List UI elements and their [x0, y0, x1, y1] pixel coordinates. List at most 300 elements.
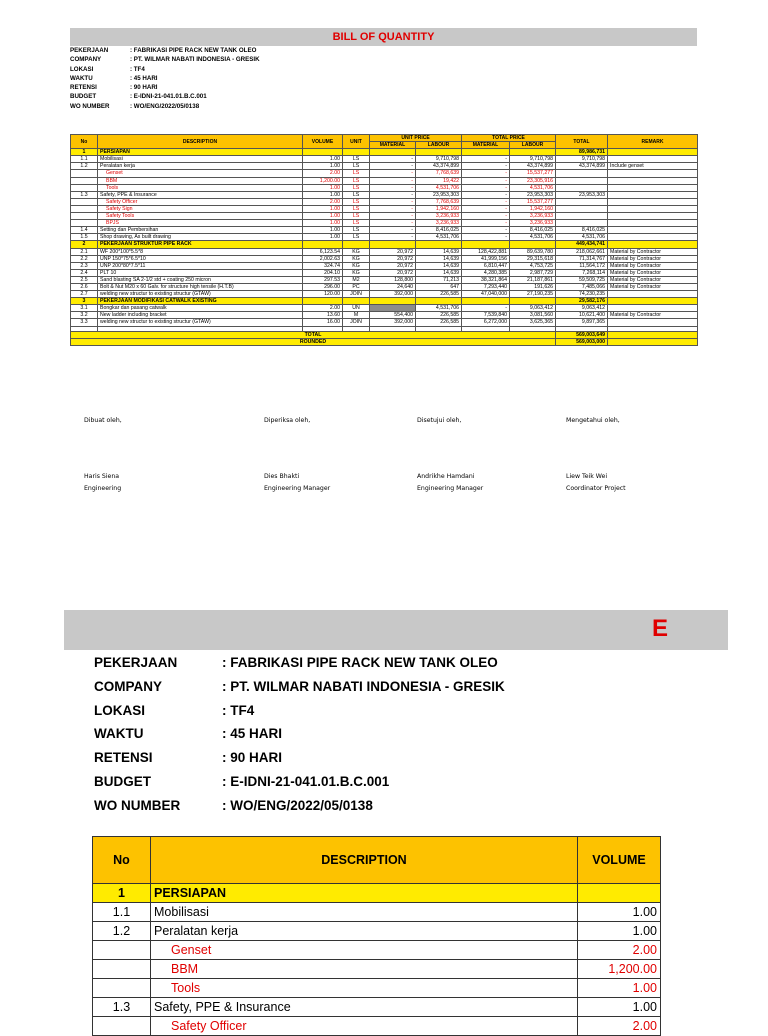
cell-um: 392,000	[370, 291, 416, 298]
cell-total	[556, 220, 608, 227]
cell-remark	[608, 184, 698, 191]
cell-desc: PERSIAPAN	[98, 149, 303, 156]
cell-ul	[416, 298, 462, 305]
cell-remark	[608, 241, 698, 248]
cell-unit	[343, 298, 370, 305]
cell-um: -	[370, 177, 416, 184]
cell-tm	[462, 149, 510, 156]
cell-total: 218,062,661	[556, 248, 608, 255]
cell-tl: 15,537,277	[510, 170, 556, 177]
cell-tl: 2,987,729	[510, 269, 556, 276]
cell-unit: M2	[343, 276, 370, 283]
cell-tm: 38,321,864	[462, 276, 510, 283]
cell-vol: 2.00	[303, 198, 343, 205]
cell-um: 20,972	[370, 255, 416, 262]
cell-um: -	[370, 170, 416, 177]
info-value: : WO/ENG/2022/05/0138	[130, 102, 200, 110]
cell-tm: -	[462, 220, 510, 227]
cell-um	[370, 298, 416, 305]
cell-no	[71, 198, 98, 205]
cell-no: 2.1	[71, 248, 98, 255]
table-row	[71, 191, 698, 198]
cell-ul: 14,639	[416, 248, 462, 255]
info-row	[70, 74, 260, 83]
cell-no: 3.1	[71, 305, 98, 312]
section-row	[71, 298, 698, 305]
cell-tl	[510, 298, 556, 305]
info-key: COMPANY	[94, 678, 163, 694]
cell-total: 29,582,176	[556, 298, 608, 305]
zoom-cell-vol: 1.00	[578, 922, 661, 941]
info-value: : FABRIKASI PIPE RACK NEW TANK OLEO	[222, 655, 498, 670]
section-row	[71, 241, 698, 248]
info-row	[94, 722, 505, 746]
zoom-title-bar	[64, 610, 728, 650]
header-description: DESCRIPTION	[98, 135, 303, 149]
cell-tm: -	[462, 177, 510, 184]
table-row	[71, 184, 698, 191]
zoom-cell-vol: 1,200.00	[578, 960, 661, 979]
cell-unit: LS	[343, 184, 370, 191]
cell-total	[556, 170, 608, 177]
rounded-row	[71, 338, 698, 345]
signatory-name-2: Dies Bhakti	[264, 473, 300, 480]
cell-no: 2.7	[71, 291, 98, 298]
zoom-cell-vol: 1.00	[578, 998, 661, 1017]
zoom-cell-no	[93, 1017, 151, 1036]
cell-tm: -	[462, 156, 510, 163]
info-key: WO NUMBER	[70, 102, 110, 110]
cell-unit: PC	[343, 283, 370, 290]
cell-um: 20,972	[370, 262, 416, 269]
cell-tm: 7,539,840	[462, 312, 510, 319]
cell-ul: 4,531,706	[416, 184, 462, 191]
cell-total: 7,485,066	[556, 283, 608, 290]
cell-tl: 4,531,706	[510, 184, 556, 191]
cell-unit: LS	[343, 213, 370, 220]
info-row	[70, 55, 260, 64]
cell-tm: -	[462, 184, 510, 191]
zoom-cell-no	[93, 941, 151, 960]
info-value: : WO/ENG/2022/05/0138	[222, 797, 373, 813]
table-row	[71, 262, 698, 269]
cell-tm: 128,422,881	[462, 248, 510, 255]
zoom-cell-desc: PERSIAPAN	[151, 884, 578, 903]
cell-vol: 1.00	[303, 213, 343, 220]
cell-unit: JOIN	[343, 291, 370, 298]
zoom-header-volume: VOLUME	[578, 837, 661, 884]
cell-no	[71, 213, 98, 220]
signature-caption-4: Mengetahui oleh,	[566, 417, 620, 424]
cell-desc: UNP 200*80*7.5*11	[98, 262, 303, 269]
zoom-cell-vol: 1.00	[578, 903, 661, 922]
zoom-cell-vol	[578, 884, 661, 903]
cell-total: 59,509,725	[556, 276, 608, 283]
cell-remark	[608, 234, 698, 241]
cell-vol	[303, 298, 343, 305]
cell-tl	[510, 149, 556, 156]
cell-tm: 41,999,156	[462, 255, 510, 262]
cell-ul	[416, 241, 462, 248]
cell-no: 3.2	[71, 312, 98, 319]
cell-um: -	[370, 234, 416, 241]
cell-desc: New ladder including bracket	[98, 312, 303, 319]
cell-remark: Material by Contractor	[608, 276, 698, 283]
zoom-cell-vol: 1.00	[578, 979, 661, 998]
cell-remark: Include genset	[608, 163, 698, 170]
cell-remark	[608, 220, 698, 227]
header-total-price: TOTAL PRICE	[462, 135, 556, 142]
info-row	[70, 102, 260, 111]
cell-um: 392,000	[370, 319, 416, 326]
cell-tl: 8,416,025	[510, 227, 556, 234]
total-row	[71, 331, 698, 338]
cell-vol	[303, 149, 343, 156]
cell-ul: 43,374,899	[416, 163, 462, 170]
cell-no	[71, 170, 98, 177]
cell-ul: 7,768,639	[416, 170, 462, 177]
signature-caption-2: Diperiksa oleh,	[264, 417, 311, 424]
cell-desc: Safety, PPE & Insurance	[98, 191, 303, 198]
table-row	[71, 291, 698, 298]
cell-total: 89,986,731	[556, 149, 608, 156]
cell-ul: 71,213	[416, 276, 462, 283]
header-remark: REMARK	[608, 135, 698, 149]
cell-um	[370, 241, 416, 248]
info-value: : FABRIKASI PIPE RACK NEW TANK OLEO	[130, 47, 257, 54]
zoom-table-row	[93, 960, 661, 979]
info-row	[94, 794, 505, 818]
zoom-cell-desc: Safety, PPE & Insurance	[151, 998, 578, 1017]
zoom-cell-desc: Tools	[151, 979, 578, 998]
table-row	[71, 234, 698, 241]
signature-caption-1: Dibuat oleh,	[84, 417, 122, 424]
cell-remark: Material by Contractor	[608, 248, 698, 255]
info-row	[70, 65, 260, 74]
cell-unit: LS	[343, 198, 370, 205]
cell-tm: -	[462, 227, 510, 234]
cell-tl	[510, 241, 556, 248]
zoom-cell-desc: Genset	[151, 941, 578, 960]
cell-ul: 14,639	[416, 269, 462, 276]
cell-vol: 1.00	[303, 227, 343, 234]
cell-remark: Material by Contractor	[608, 255, 698, 262]
cell-desc: Peralatan kerja	[98, 163, 303, 170]
cell-vol: 204.10	[303, 269, 343, 276]
info-key: WAKTU	[70, 74, 93, 82]
info-key: PEKERJAAN	[94, 655, 178, 670]
table-row	[71, 177, 698, 184]
cell-desc: Safety Tools	[98, 213, 303, 220]
header-labour: LABOUR	[510, 142, 556, 149]
cell-unit: LS	[343, 220, 370, 227]
cell-um: 554,400	[370, 312, 416, 319]
table-row	[71, 163, 698, 170]
info-key: LOKASI	[94, 702, 146, 718]
info-key: COMPANY	[70, 56, 102, 64]
cell-total: 11,564,172	[556, 262, 608, 269]
cell-total: 9,063,412	[556, 305, 608, 312]
cell-tm: -	[462, 305, 510, 312]
cell-remark	[608, 305, 698, 312]
table-row	[71, 312, 698, 319]
cell-tm: -	[462, 191, 510, 198]
cell-tl: 21,187,861	[510, 276, 556, 283]
cell-vol: 324.74	[303, 262, 343, 269]
rounded-label: ROUNDED	[71, 338, 556, 345]
total-label: TOTAL	[71, 331, 556, 338]
cell-tl: 4,531,706	[510, 234, 556, 241]
cell-tl: 4,753,725	[510, 262, 556, 269]
cell-vol: 16.00	[303, 319, 343, 326]
table-row	[71, 156, 698, 163]
cell-total: 449,434,741	[556, 241, 608, 248]
cell-desc: welding new structur to existing structur (GTAW)	[98, 291, 303, 298]
cell-vol: 297.53	[303, 276, 343, 283]
cell-total	[556, 184, 608, 191]
cell-remark	[608, 227, 698, 234]
cell-tm: -	[462, 163, 510, 170]
cell-no: 2.5	[71, 276, 98, 283]
cell-remark: Material by Contractor	[608, 269, 698, 276]
signatory-name-1: Haris Siena	[84, 473, 120, 480]
cell-tl: 1,942,160	[510, 205, 556, 212]
info-key: BUDGET	[94, 773, 151, 789]
info-key: RETENSI	[94, 750, 153, 766]
cell-um: -	[370, 156, 416, 163]
cell-desc: PEKERJAAN MODIFIKASI CATWALK EXISTING	[98, 298, 303, 305]
cell-vol: 1.00	[303, 184, 343, 191]
cell-no	[71, 220, 98, 227]
cell-tl: 3,625,365	[510, 319, 556, 326]
cell-total	[556, 213, 608, 220]
signature-caption-3: Disetujui oleh,	[417, 417, 462, 424]
info-row	[94, 675, 505, 699]
cell-remark	[608, 213, 698, 220]
info-value: : E-IDNI-21-041.01.B.C.001	[222, 773, 390, 789]
zoom-table-row	[93, 1017, 661, 1036]
cell-no: 1	[71, 149, 98, 156]
header-volume: VOLUME	[303, 135, 343, 149]
cell-remark: Material by Contractor	[608, 283, 698, 290]
zoom-cell-desc: Safety Officer	[151, 1017, 578, 1036]
cell-tm: 6,810,447	[462, 262, 510, 269]
cell-total: 74,230,235	[556, 291, 608, 298]
cell-ul: 226,585	[416, 312, 462, 319]
zoom-cell-no: 1.3	[93, 998, 151, 1017]
zoom-table-row	[93, 941, 661, 960]
signatory-name-3: Andrikhe Hamdani	[417, 473, 475, 480]
cell-tl: 3,236,933	[510, 213, 556, 220]
cell-desc: Bongkar dan pasang catwalk	[98, 305, 303, 312]
zoom-cell-no: 1.2	[93, 922, 151, 941]
cell-no	[71, 205, 98, 212]
cell-desc: Safety Officer	[98, 198, 303, 205]
cell-total: 8,416,025	[556, 227, 608, 234]
table-row	[71, 220, 698, 227]
cell-tl: 43,374,899	[510, 163, 556, 170]
cell-tm: -	[462, 170, 510, 177]
cell-vol	[303, 241, 343, 248]
cell-remark	[608, 298, 698, 305]
signatory-role-1: Engineering	[84, 485, 122, 492]
cell-ul: 3,236,933	[416, 220, 462, 227]
rounded-value: 569,003,000	[556, 338, 608, 345]
cell-desc: UNP 150*75*6.5*10	[98, 255, 303, 262]
table-row	[71, 269, 698, 276]
table-row	[71, 227, 698, 234]
signatory-role-2: Engineering Manager	[264, 485, 331, 492]
cell-um: 24,640	[370, 283, 416, 290]
cell-desc: WF 200*100*5.5*8	[98, 248, 303, 255]
cell-um: -	[370, 184, 416, 191]
cell-total: 7,268,114	[556, 269, 608, 276]
info-value: : PT. WILMAR NABATI INDONESIA - GRESIK	[130, 56, 260, 64]
header-material: MATERIAL	[462, 142, 510, 149]
info-row	[94, 651, 505, 675]
cell-desc: Bolt & Nut M20 x 60 Galv. for structure high tensile (H.T.B)	[98, 283, 303, 290]
zoom-header-no: No	[93, 837, 151, 884]
cell-remark	[608, 156, 698, 163]
cell-total: 43,374,899	[556, 163, 608, 170]
cell-vol: 13.60	[303, 312, 343, 319]
cell-tl: 3,236,933	[510, 220, 556, 227]
signatory-name-4: Liew Teik Wei	[566, 473, 608, 480]
cell-desc: BBM	[98, 177, 303, 184]
info-value: : 45 HARI	[222, 726, 283, 742]
table-row	[71, 170, 698, 177]
cell-desc: Mobilisasi	[98, 156, 303, 163]
project-info	[70, 46, 260, 111]
cell-tm: 47,040,000	[462, 291, 510, 298]
cell-tm: 7,293,440	[462, 283, 510, 290]
cell-um: -	[370, 163, 416, 170]
cell-vol: 1.00	[303, 234, 343, 241]
cell-desc: BPJS	[98, 220, 303, 227]
table-row	[71, 198, 698, 205]
zoom-table-row	[93, 903, 661, 922]
cell-ul: 14,639	[416, 255, 462, 262]
cell-unit: M	[343, 312, 370, 319]
cell-remark	[608, 191, 698, 198]
table-row	[71, 248, 698, 255]
cell-unit: KG	[343, 262, 370, 269]
cell-total: 4,531,706	[556, 234, 608, 241]
cell-remark	[608, 149, 698, 156]
table-row	[71, 213, 698, 220]
cell-unit: KG	[343, 248, 370, 255]
zoom-cell-vol: 2.00	[578, 941, 661, 960]
cell-desc: Safety Sign	[98, 205, 303, 212]
cell-desc: Genset	[98, 170, 303, 177]
zoom-table-row	[93, 998, 661, 1017]
cell-tl: 27,190,235	[510, 291, 556, 298]
table-row	[71, 319, 698, 326]
zoom-project-info	[94, 651, 505, 818]
cell-no	[71, 177, 98, 184]
cell-tm: 4,280,385	[462, 269, 510, 276]
cell-total	[556, 198, 608, 205]
cell-no: 3	[71, 298, 98, 305]
cell-no: 1.2	[71, 163, 98, 170]
cell-unit	[343, 241, 370, 248]
cell-unit: LS	[343, 163, 370, 170]
header-material: MATERIAL	[370, 142, 416, 149]
cell-total	[556, 205, 608, 212]
cell-no: 1.5	[71, 234, 98, 241]
cell-no: 1.3	[71, 191, 98, 198]
header-total: TOTAL	[556, 135, 608, 149]
info-key: LOKASI	[70, 65, 94, 73]
cell-remark	[608, 177, 698, 184]
zoom-cell-desc: Peralatan kerja	[151, 922, 578, 941]
cell-tl: 15,537,277	[510, 198, 556, 205]
info-value: : TF4	[222, 702, 255, 718]
info-row	[94, 699, 505, 723]
cell-unit	[343, 149, 370, 156]
cell-total: 10,621,400	[556, 312, 608, 319]
cell-tl: 23,953,303	[510, 191, 556, 198]
cell-desc: welding new structur to existing structur (GTAW)	[98, 319, 303, 326]
signatory-role-3: Engineering Manager	[417, 485, 484, 492]
cell-no: 2.3	[71, 262, 98, 269]
cell-unit: LS	[343, 234, 370, 241]
cell-tl: 9,710,798	[510, 156, 556, 163]
zoom-table	[92, 836, 661, 1036]
cell-unit: LS	[343, 191, 370, 198]
info-row	[94, 770, 505, 794]
cell-total	[556, 177, 608, 184]
cell-total: 9,710,798	[556, 156, 608, 163]
cell-um: -	[370, 205, 416, 212]
cell-vol: 1,200.00	[303, 177, 343, 184]
cell-unit: KG	[343, 269, 370, 276]
cell-no: 1.1	[71, 156, 98, 163]
cell-ul: 8,416,025	[416, 227, 462, 234]
cell-tl: 9,063,412	[510, 305, 556, 312]
signatory-role-4: Coordinator Project	[566, 485, 626, 492]
bill-of-quantity-table	[70, 134, 698, 346]
cell-ul: 9,710,798	[416, 156, 462, 163]
cell-desc: PLT 10	[98, 269, 303, 276]
cell-vol: 1.00	[303, 220, 343, 227]
zoom-header-description: DESCRIPTION	[151, 837, 578, 884]
zoom-cell-vol: 2.00	[578, 1017, 661, 1036]
info-key: PEKERJAAN	[70, 47, 109, 54]
cell-total: 23,953,303	[556, 191, 608, 198]
info-key: WO NUMBER	[94, 797, 181, 813]
cell-um: 20,972	[370, 248, 416, 255]
zoom-cell-no	[93, 979, 151, 998]
cell-um: 20,972	[370, 269, 416, 276]
cell-tl: 23,305,916	[510, 177, 556, 184]
info-row	[94, 746, 505, 770]
cell-tm: 6,272,000	[462, 319, 510, 326]
info-row	[70, 92, 260, 101]
cell-vol: 1.00	[303, 156, 343, 163]
total-value: 569,003,649	[556, 331, 608, 338]
cell-um	[370, 305, 416, 312]
cell-no: 2.4	[71, 269, 98, 276]
cell-unit: LS	[343, 156, 370, 163]
cell-ul: 7,768,639	[416, 198, 462, 205]
cell-unit: LS	[343, 170, 370, 177]
zoom-cell-desc: Mobilisasi	[151, 903, 578, 922]
cell-tm	[462, 298, 510, 305]
cell-no: 1.4	[71, 227, 98, 234]
cell-tl: 29,315,618	[510, 255, 556, 262]
zoom-table-row	[93, 979, 661, 998]
